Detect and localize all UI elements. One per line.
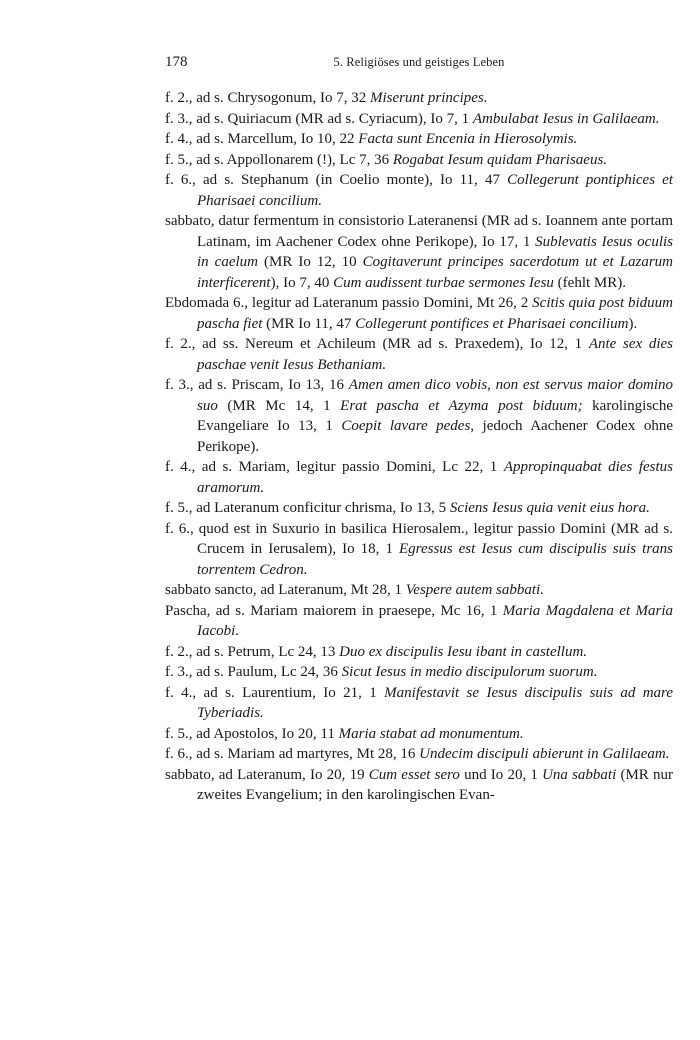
page-number: 178 [165, 54, 188, 70]
gospel-incipit: Ambulabat Iesus in Galilaeam. [472, 110, 660, 127]
chapter-title: 5. Religiöses und geistiges Leben [333, 55, 505, 69]
gospel-incipit: Amen amen dico vobis, non est servus maior domino suo [197, 377, 673, 414]
entry-text: f. 2., ad s. Petrum, Lc 24, 13 [165, 643, 340, 660]
entry-text: f. 6., ad s. Mariam ad martyres, Mt 28, 16 [165, 746, 420, 762]
lection-entry [165, 662, 673, 683]
entry-text: sabbato, ad Lateranum, Io 20, 19 [165, 766, 369, 783]
lection-entry [165, 765, 673, 806]
gospel-incipit: Scitis quia post biduum pascha fiet [197, 295, 674, 332]
gospel-incipit: Sciens Iesus quia venit eius hora. [449, 500, 650, 516]
lection-entry [165, 744, 673, 765]
gospel-incipit: Maria stabat ad monumentum. [338, 725, 524, 742]
gospel-incipit: Ante sex dies paschae venit Iesus Bethaniam. [197, 336, 673, 373]
gospel-incipit: Una sabbati [542, 766, 617, 783]
gospel-incipit: Coepit lavare pedes, [341, 418, 475, 434]
gospel-incipit: Egressus est Iesus cum discipulis suis trans torrentem Cedron. [197, 541, 673, 578]
lectionary-list [165, 88, 673, 806]
entry-text: (MR Io 12, 10 [258, 254, 363, 270]
entry-text: sabbato sancto, ad Lateranum, Mt 28, 1 [165, 582, 406, 598]
gospel-incipit: Rogabat Iesum quidam Pharisaeus. [392, 151, 608, 168]
entry-text: f. 4., ad s. Laurentium, Io 21, 1 [165, 684, 385, 701]
gospel-incipit: Cogitaverunt principes sacerdotum ut et Lazarum interficerent [197, 254, 673, 291]
lection-entry [165, 519, 673, 581]
entry-text: f. 3., ad s. Priscam, Io 13, 16 [165, 377, 349, 393]
entry-text: f. 2., ad s. Chrysogonum, Io 7, 32 [165, 90, 370, 106]
lection-entry [165, 601, 673, 642]
entry-text: f. 2., ad ss. Nereum et Achileum (MR ad s. Praxedem), Io 12, 1 [165, 336, 589, 352]
lection-entry [165, 170, 673, 211]
entry-text: und Io 20, 1 [459, 766, 543, 783]
entry-text: ). [628, 315, 638, 332]
entry-text: f. 6., quod est in Suxurio in basilica Hierosalem., legitur passio Domini (MR ad s. Crucem in Ierusalem), Io 18, 1 [165, 520, 673, 557]
gospel-incipit: Cum audissent turbae sermones Iesu [333, 274, 554, 291]
entry-text: (fehlt MR). [553, 274, 626, 291]
entry-text: (MR Io 11, 47 [262, 315, 356, 332]
entry-text: f. 6., ad s. Stephanum (in Coelio monte), Io 11, 47 [165, 172, 508, 188]
entry-text: (MR nur zweites Evangelium; in den karolingischen Evan- [197, 766, 673, 803]
lection-entry [165, 375, 673, 457]
lection-entry [165, 580, 673, 601]
lection-entry [165, 334, 673, 375]
lection-entry [165, 724, 673, 745]
gospel-incipit: Sublevatis Iesus oculis in caelum [197, 233, 673, 270]
gospel-incipit: Collegerunt pontifices et Pharisaei concilium [355, 315, 629, 332]
entry-text: Ebdomada 6., legitur ad Lateranum passio Domini, Mt 26, 2 [165, 295, 533, 311]
gospel-incipit: Collegerunt pontiphices et Pharisaei concilium. [197, 172, 673, 209]
gospel-incipit: Facta sunt Encenia in Hierosolymis. [358, 131, 578, 147]
lection-entry [165, 457, 673, 498]
entry-text: f. 3., ad s. Paulum, Lc 24, 36 [165, 664, 342, 680]
gospel-incipit: Vespere autem sabbati. [405, 582, 544, 598]
entry-text: f. 4., ad s. Marcellum, Io 10, 22 [165, 131, 359, 147]
entry-text: sabbato, datur fermentum in consistorio Lateranensi (MR ad s. Ioannem ante portam Latinam, im Aachener Codex ohne Perikope), Io 17, 1 [165, 213, 673, 250]
lection-entry [165, 683, 673, 724]
lection-entry [165, 150, 673, 171]
lection-entry [165, 88, 673, 109]
entry-text: Pascha, ad s. Mariam maiorem in praesepe, Mc 16, 1 [165, 602, 503, 619]
entry-text: ), Io 7, 40 [270, 274, 334, 291]
lection-entry [165, 498, 673, 519]
entry-text: f. 4., ad s. Mariam, legitur passio Domini, Lc 22, 1 [165, 459, 504, 475]
gospel-incipit: Manifestavit se Iesus discipulis suis ad mare Tyberiadis. [197, 684, 673, 721]
running-head [165, 54, 673, 76]
gospel-incipit: Duo ex discipulis Iesu ibant in castellum. [339, 643, 588, 660]
entry-text: f. 5., ad Lateranum conficitur chrisma, Io 13, 5 [165, 500, 450, 516]
lection-entry [165, 109, 673, 130]
entry-text: f. 3., ad s. Quiriacum (MR ad s. Cyriacum), Io 7, 1 [165, 110, 473, 127]
gospel-incipit: Undecim discipuli abierunt in Galilaeam. [419, 746, 670, 762]
lection-entry [165, 129, 673, 150]
gospel-incipit: Erat pascha et Azyma post biduum; [340, 397, 583, 414]
entry-text: f. 5., ad Apostolos, Io 20, 11 [165, 725, 339, 742]
gospel-incipit: Cum esset sero [368, 766, 460, 783]
lection-entry [165, 211, 673, 293]
entry-text: (MR Mc 14, 1 [217, 397, 341, 414]
lection-entry [165, 293, 673, 334]
entry-text: karolingische Evangeliare Io 13, 1 [197, 397, 673, 434]
gospel-incipit: Sicut Iesus in medio discipulorum suorum. [341, 664, 598, 680]
gospel-incipit: Maria Magdalena et Maria Iacobi. [197, 602, 673, 639]
entry-text: jedoch Aachener Codex ohne Perikope). [197, 418, 673, 455]
entry-text: f. 5., ad s. Appollonarem (!), Lc 7, 36 [165, 151, 393, 168]
gospel-incipit: Appropinquabat dies festus aramorum. [197, 459, 673, 496]
gospel-incipit: Miserunt principes. [370, 90, 488, 106]
lection-entry [165, 642, 673, 663]
